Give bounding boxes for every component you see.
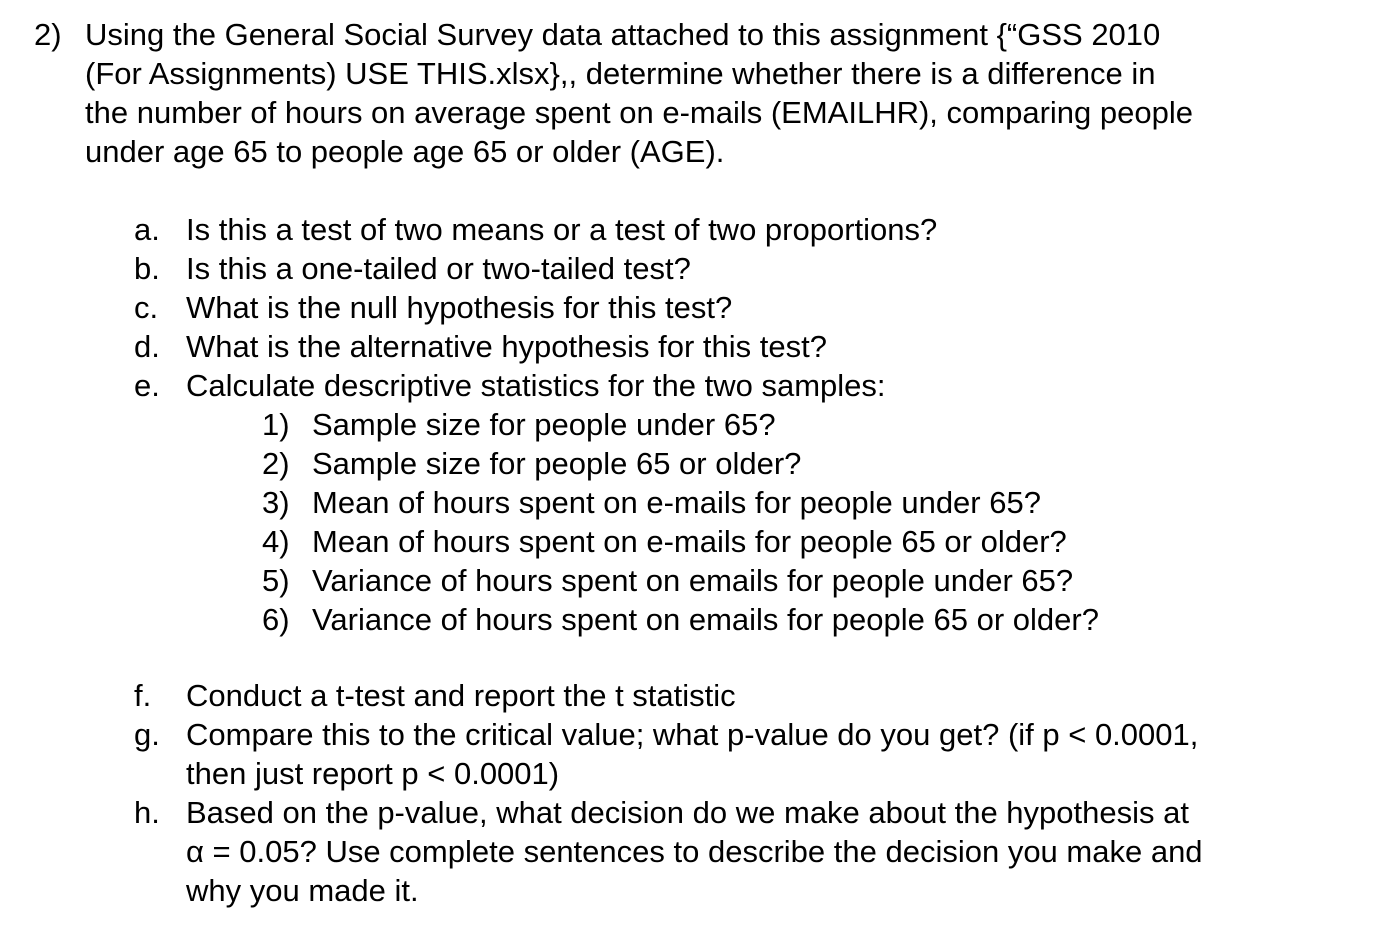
question-text-line: the number of hours on average spent on e-mails (EMAILHR), comparing people	[85, 95, 1193, 130]
assignment-document	[0, 15, 1378, 910]
part-text: why you made it.	[186, 873, 419, 908]
part-marker: h.	[134, 795, 160, 830]
subitem-1	[0, 405, 1378, 444]
part-text: What is the null hypothesis for this test?	[186, 290, 733, 325]
question-block	[0, 15, 1378, 171]
question-line	[0, 132, 1378, 171]
part-text: Based on the p-value, what decision do we make about the hypothesis at	[186, 795, 1189, 830]
question-line	[0, 54, 1378, 93]
subitem-marker: 3)	[262, 485, 290, 520]
subitem-text: Variance of hours spent on emails for people 65 or older?	[312, 602, 1099, 637]
part-item-d	[0, 327, 1378, 366]
part-text: then just report p < 0.0001)	[186, 756, 560, 791]
subitem-marker: 1)	[262, 407, 290, 442]
part-item-h-continued	[0, 871, 1378, 910]
question-text-line: (For Assignments) USE THIS.xlsx},, determine whether there is a difference in	[85, 56, 1156, 91]
question-text-line: Using the General Social Survey data attached to this assignment {“GSS 2010	[85, 17, 1161, 52]
part-marker: d.	[134, 329, 160, 364]
subitem-marker: 5)	[262, 563, 290, 598]
subitem-marker: 6)	[262, 602, 290, 637]
subitem-2	[0, 444, 1378, 483]
part-marker: c.	[134, 290, 159, 325]
part-item-a	[0, 210, 1378, 249]
part-marker: f.	[134, 678, 152, 713]
subitem-text: Sample size for people 65 or older?	[312, 446, 802, 481]
subitem-4	[0, 522, 1378, 561]
question-text-line: under age 65 to people age 65 or older (AGE).	[85, 134, 725, 169]
part-item-h-continued	[0, 832, 1378, 871]
part-text: α = 0.05? Use complete sentences to describe the decision you make and	[186, 834, 1203, 869]
subitems-list	[0, 405, 1378, 639]
part-item-b	[0, 249, 1378, 288]
part-marker: g.	[134, 717, 160, 752]
question-line	[0, 93, 1378, 132]
part-text: Is this a test of two means or a test of two proportions?	[186, 212, 938, 247]
parts-list-first	[0, 210, 1378, 639]
subitem-marker: 4)	[262, 524, 290, 559]
subitem-marker: 2)	[262, 446, 290, 481]
part-text: Calculate descriptive statistics for the two samples:	[186, 368, 886, 403]
subitem-text: Sample size for people under 65?	[312, 407, 776, 442]
question-line	[0, 15, 1378, 54]
part-marker: b.	[134, 251, 160, 286]
part-item-h	[0, 793, 1378, 832]
subitem-text: Mean of hours spent on e-mails for people under 65?	[312, 485, 1041, 520]
part-text: Conduct a t-test and report the t statistic	[186, 678, 736, 713]
part-item-c	[0, 288, 1378, 327]
subitem-3	[0, 483, 1378, 522]
question-number: 2)	[34, 17, 62, 52]
subitem-5	[0, 561, 1378, 600]
part-item-e	[0, 366, 1378, 405]
parts-list-second	[0, 676, 1378, 910]
part-item-f	[0, 676, 1378, 715]
part-item-g	[0, 715, 1378, 754]
part-text: Is this a one-tailed or two-tailed test?	[186, 251, 691, 286]
subitem-text: Variance of hours spent on emails for people under 65?	[312, 563, 1074, 598]
part-marker: e.	[134, 368, 160, 403]
part-text: Compare this to the critical value; what p-value do you get? (if p < 0.0001,	[186, 717, 1199, 752]
part-marker: a.	[134, 212, 160, 247]
subitem-6	[0, 600, 1378, 639]
part-text: What is the alternative hypothesis for this test?	[186, 329, 827, 364]
part-item-g-continued	[0, 754, 1378, 793]
subitem-text: Mean of hours spent on e-mails for people 65 or older?	[312, 524, 1067, 559]
